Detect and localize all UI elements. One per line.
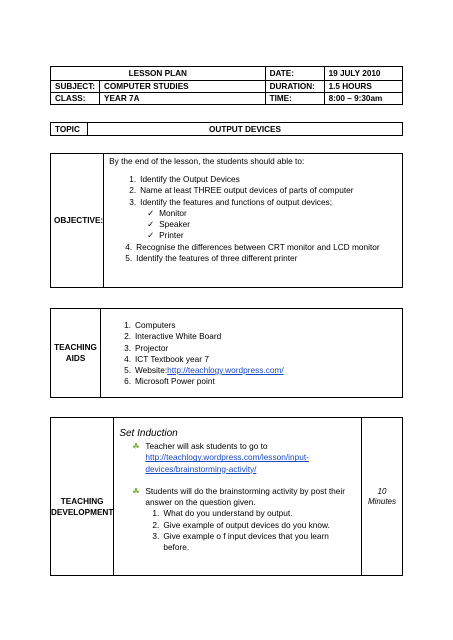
brainstorming-link[interactable]: http://teachlogy.wordpress.com/lesson/input- devices/brainstorming-activity/ <box>145 452 309 474</box>
sub-list-item: ✓ Speaker <box>147 219 191 230</box>
time-value: 8:00 – 9:30am <box>324 93 402 105</box>
list-item: 1. Identify the Output Devices <box>129 174 240 184</box>
list-item: ☘ Teacher will ask students to go to <box>132 441 268 451</box>
objective-label: OBJECTIVE: <box>51 154 104 288</box>
list-item: 1. Computers <box>124 320 176 330</box>
header-table <box>50 66 403 105</box>
topic-value: OUTPUT DEVICES <box>88 123 403 136</box>
teaching-aids-content <box>101 309 403 398</box>
date-label: DATE: <box>265 67 324 81</box>
class-value: YEAR 7A <box>100 93 266 105</box>
teaching-development-table <box>50 417 403 576</box>
duration-value: 1.5 HOURS <box>324 81 402 93</box>
list-item: 1. What do you understand by output. <box>152 508 293 519</box>
duration-cell: 10 Minutes <box>362 418 403 576</box>
list-item-continuation: before. <box>163 542 190 553</box>
check-icon: ✓ <box>147 219 155 230</box>
objective-content <box>104 154 403 288</box>
topic-label: TOPIC <box>51 123 88 136</box>
list-item: 4. ICT Textbook year 7 <box>124 353 209 364</box>
date-value: 19 JULY 2010 <box>324 67 402 81</box>
list-item: ☘ Students will do the brainstorming activity by post their <box>132 485 346 496</box>
time-label: TIME: <box>265 93 324 105</box>
list-item: 2. Interactive White Board <box>124 331 222 342</box>
subject-label: SUBJECT: <box>51 81 100 93</box>
topic-table <box>50 122 403 136</box>
list-item: 5. Website: http://teachlogy.wordpress.com/ <box>124 365 284 376</box>
list-item: 4. Recognise the differences between CRT monitor and LCD monitor <box>125 241 380 252</box>
list-item: 2. Give example of output devices do you know. <box>152 519 330 530</box>
teaching-aids-label: TEACHING AIDS <box>51 309 101 398</box>
leaf-bullet-icon: ☘ <box>132 442 140 451</box>
check-icon: ✓ <box>147 230 155 241</box>
duration-label: DURATION: <box>265 81 324 93</box>
website-link[interactable]: http://teachlogy.wordpress.com/ <box>167 365 284 376</box>
objective-table <box>50 153 403 288</box>
objective-intro: By the end of the lesson, the students should able to: <box>109 156 305 166</box>
bullet-continuation: answer on the question given. <box>145 497 256 508</box>
lesson-plan-title: LESSON PLAN <box>51 67 266 81</box>
list-item: 5. Identify the features of three different printer <box>125 253 298 264</box>
teaching-development-label: TEACHING DEVELOPMENT <box>51 418 114 576</box>
list-item: 6. Microsoft Power point <box>124 376 215 387</box>
teaching-aids-table <box>50 308 403 398</box>
list-item: 3. Give example o f input devices that you learn <box>152 531 329 542</box>
set-induction-heading: Set Induction <box>119 428 178 439</box>
check-icon: ✓ <box>147 207 155 218</box>
teaching-development-content <box>114 418 362 576</box>
leaf-bullet-icon: ☘ <box>132 486 140 496</box>
list-item: 3. Identify the features and functions of output devices; <box>129 196 333 207</box>
class-label: CLASS: <box>51 93 100 105</box>
sub-list-item: ✓ Monitor <box>147 207 187 218</box>
subject-value: COMPUTER STUDIES <box>100 81 266 93</box>
list-item: 2. Name at least THREE output devices of parts of computer <box>129 185 354 196</box>
list-item: 3. Projector <box>124 342 169 353</box>
sub-list-item: ✓ Printer <box>147 230 184 241</box>
